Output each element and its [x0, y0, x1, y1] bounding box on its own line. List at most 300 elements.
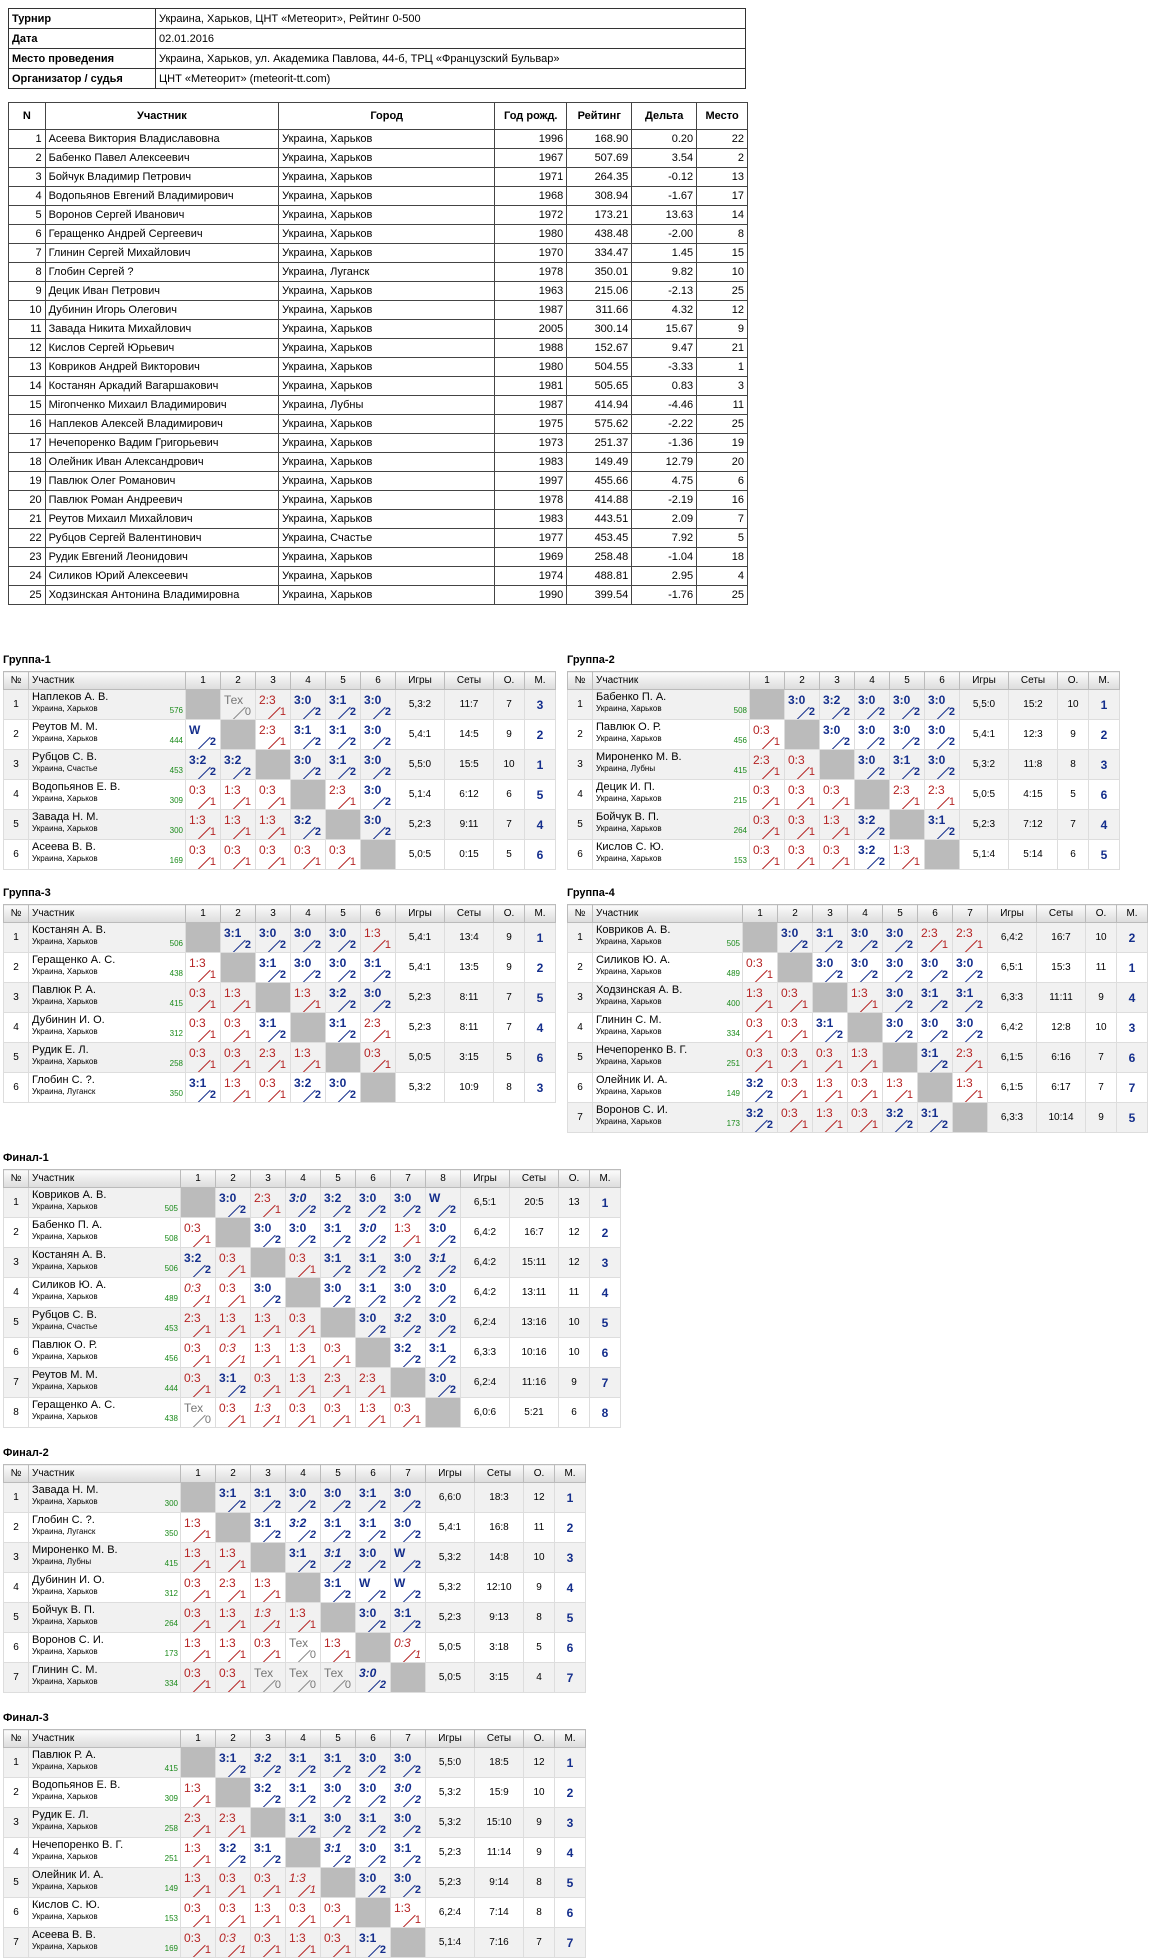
match-points: 2: [379, 1794, 386, 1806]
match-result: [356, 1483, 391, 1513]
match-score: 3:1: [359, 1931, 377, 1945]
sets-cell: 13:11: [510, 1278, 559, 1308]
match-score: 3:2: [394, 1341, 412, 1355]
column-header: 4: [291, 672, 326, 690]
games-cell: 5,4:1: [960, 720, 1009, 750]
column-header: 5: [321, 1730, 356, 1748]
match-result: [391, 1573, 426, 1603]
match-result: [291, 983, 326, 1013]
match-score: 1:3: [189, 956, 206, 970]
score-divider: [197, 1000, 210, 1013]
place-cell: 3: [555, 1543, 586, 1573]
participant-city: Украина, Луганск: [32, 1087, 96, 1096]
participant-cell: 505.65: [567, 377, 632, 396]
round-robin-header: [4, 1170, 621, 1188]
match-score: 2:3: [259, 1046, 276, 1060]
match-points: 1: [274, 1884, 281, 1896]
match-score: 1:3: [224, 1076, 241, 1090]
table-row: [568, 953, 1148, 983]
points-cell: 11: [524, 1513, 555, 1543]
match-points: 1: [239, 1324, 246, 1336]
row-number: 4: [4, 780, 29, 810]
match-score: 3:0: [359, 1546, 377, 1560]
participant-name-cell: [593, 983, 743, 1013]
match-score: 0:3: [329, 843, 346, 857]
match-score: 0:3: [753, 723, 770, 737]
participant-cell: 168.90: [567, 130, 632, 149]
match-result: [256, 1013, 291, 1043]
games-cell: 5,3:2: [426, 1778, 475, 1808]
match-score: 3:2: [224, 753, 242, 767]
column-header: 6: [361, 672, 396, 690]
match-points: 1: [274, 1384, 281, 1396]
match-result: [251, 1308, 286, 1338]
score-divider: [197, 1090, 210, 1103]
points-cell: 10: [524, 1778, 555, 1808]
match-result: [356, 1868, 391, 1898]
self-cell: [848, 1013, 883, 1043]
match-score: 3:1: [324, 1751, 342, 1765]
score-divider: [831, 827, 844, 840]
self-cell: [251, 1808, 286, 1838]
participant-cell: Мironченко Михаил Владимирович: [45, 396, 279, 415]
match-score: 1:3: [823, 813, 840, 827]
column-header: 3: [251, 1170, 286, 1188]
score-divider: [232, 1090, 245, 1103]
row-number: 6: [568, 840, 593, 870]
match-result: [321, 1928, 356, 1958]
score-divider: [372, 827, 385, 840]
match-score: 3:1: [359, 1811, 377, 1825]
round-robin-table: [3, 1464, 586, 1693]
match-result: [813, 1103, 848, 1133]
match-points: 1: [204, 1234, 211, 1246]
match-points: 1: [274, 1589, 281, 1601]
participant-cell: Костанян Аркадий Вагаршакович: [45, 377, 279, 396]
row-number: 4: [568, 780, 593, 810]
participant-cell: 264.35: [567, 168, 632, 187]
info-row: [9, 9, 746, 29]
match-score: 0:3: [289, 1311, 306, 1325]
participant-cell: -2.13: [632, 282, 697, 301]
score-divider: [332, 1795, 345, 1808]
column-header: 5: [321, 1465, 356, 1483]
points-cell: 5: [524, 1633, 555, 1663]
match-points: 1: [906, 1089, 913, 1101]
match-score: 0:3: [324, 1901, 341, 1915]
match-result: [750, 810, 785, 840]
match-points: 2: [344, 1559, 351, 1571]
row-number: 3: [4, 750, 29, 780]
match-score: 2:3: [324, 1371, 341, 1385]
match-score: 3:0: [329, 1076, 347, 1090]
match-result: [361, 1013, 396, 1043]
points-cell: 9: [1058, 720, 1089, 750]
points-cell: 12: [559, 1218, 590, 1248]
match-points: 2: [209, 1089, 216, 1101]
participant-cell: 1.45: [632, 244, 697, 263]
row-number: 2: [568, 720, 593, 750]
match-points: 2: [878, 856, 885, 868]
table-row: [4, 1043, 556, 1073]
score-divider: [197, 857, 210, 870]
participant-cell: Олейник Иван Александрович: [45, 453, 279, 472]
score-divider: [232, 857, 245, 870]
participant-cell: 9.82: [632, 263, 697, 282]
participant-name: Асеева В. В.: [32, 841, 96, 853]
points-cell: 8: [1058, 750, 1089, 780]
match-score: 1:3: [886, 1076, 903, 1090]
score-divider: [197, 797, 210, 810]
points-cell: 7: [494, 690, 525, 720]
participant-rating: 312: [169, 1029, 183, 1038]
table-row: [4, 1898, 586, 1928]
participant-cell: Павлюк Олег Романович: [45, 472, 279, 491]
participant-row: [9, 567, 748, 586]
match-score: 3:0: [956, 956, 974, 970]
sets-cell: 18:5: [475, 1748, 524, 1778]
match-score: 3:1: [324, 1841, 342, 1855]
score-divider: [332, 1415, 345, 1428]
match-result: [890, 780, 925, 810]
participant-cell: Ходзинская Антонина Владимировна: [45, 586, 279, 605]
match-result: [883, 1013, 918, 1043]
match-score: 3:0: [858, 693, 876, 707]
participant-name: Децик И. П.: [596, 781, 655, 793]
round-robin-header: [568, 905, 1148, 923]
participant-name-cell: [29, 1928, 181, 1958]
match-result: [356, 1308, 391, 1338]
group-1-block: [3, 652, 556, 870]
participant-cell: -1.04: [632, 548, 697, 567]
participant-cell: Украина, Счастье: [279, 529, 495, 548]
round-robin-table: [567, 671, 1120, 870]
row-number: 5: [568, 1043, 593, 1073]
match-score: Тех: [289, 1636, 309, 1650]
match-result: [221, 690, 256, 720]
participant-cell: Наплеков Алексей Владимирович: [45, 415, 279, 434]
match-points: 2: [314, 706, 321, 718]
match-score: 0:3: [184, 1576, 201, 1590]
match-points: 2: [239, 1854, 246, 1866]
score-divider: [302, 857, 315, 870]
match-points: 1: [274, 1324, 281, 1336]
match-score: 3:1: [394, 1606, 412, 1620]
row-number: 3: [568, 983, 593, 1013]
participant-rating: 169: [169, 856, 183, 865]
match-points: 1: [239, 1944, 246, 1956]
match-points: 2: [314, 736, 321, 748]
match-points: 2: [274, 1854, 281, 1866]
match-result: [925, 690, 960, 720]
match-score: 0:3: [184, 1221, 201, 1235]
points-cell: 7: [494, 810, 525, 840]
match-points: 1: [279, 856, 286, 868]
match-points: 2: [344, 1294, 351, 1306]
match-score: 3:1: [289, 1811, 307, 1825]
score-divider: [262, 1205, 275, 1218]
score-divider: [332, 1235, 345, 1248]
match-points: 1: [239, 1354, 246, 1366]
participant-name: Геращенко А. С.: [32, 954, 116, 966]
match-result: [181, 1663, 216, 1693]
score-divider: [332, 1355, 345, 1368]
match-points: 2: [976, 1029, 983, 1041]
match-points: 2: [279, 969, 286, 981]
participant-city: Украина, Харьков: [32, 1382, 98, 1391]
score-divider: [367, 1765, 380, 1778]
sets-cell: 11:16: [510, 1368, 559, 1398]
match-result: [321, 1838, 356, 1868]
row-number: 1: [4, 1483, 29, 1513]
match-points: 1: [836, 1119, 843, 1131]
participant-rating: 300: [169, 826, 183, 835]
match-score: 2:3: [329, 783, 346, 797]
match-result: [286, 1633, 321, 1663]
match-points: 2: [384, 736, 391, 748]
place-cell: 6: [590, 1338, 621, 1368]
games-cell: 6,1:5: [988, 1073, 1037, 1103]
column-header: 3: [820, 672, 855, 690]
match-points: 1: [843, 796, 850, 808]
score-divider: [367, 1680, 380, 1693]
participant-name: Нечепоренко В. Г.: [32, 1839, 124, 1851]
participant-city: Украина, Харьков: [596, 1087, 662, 1096]
sets-cell: 3:15: [445, 1043, 494, 1073]
match-result: [391, 1808, 426, 1838]
match-result: [848, 923, 883, 953]
match-points: 2: [843, 706, 850, 718]
place-cell: 5: [1089, 840, 1120, 870]
match-points: 1: [948, 796, 955, 808]
games-cell: 5,4:1: [396, 720, 445, 750]
match-result: [321, 1398, 356, 1428]
group-4-block: [567, 885, 1148, 1133]
participant-name: Мироненко М. В.: [596, 751, 682, 763]
score-divider: [901, 707, 914, 720]
self-cell: [216, 1778, 251, 1808]
place-cell: 7: [555, 1928, 586, 1958]
match-result: [251, 1338, 286, 1368]
place-cell: 6: [1089, 780, 1120, 810]
match-score: 0:3: [254, 1371, 271, 1385]
table-row: [568, 810, 1120, 840]
participant-cell: 1971: [495, 168, 567, 187]
games-cell: 5,0:5: [396, 1043, 445, 1073]
participant-cell: 438.48: [567, 225, 632, 244]
participant-name-cell: [29, 780, 186, 810]
place-cell: 4: [590, 1278, 621, 1308]
match-score: 0:3: [753, 813, 770, 827]
participant-cell: 1983: [495, 453, 567, 472]
points-cell: 10: [494, 750, 525, 780]
match-result: [883, 983, 918, 1013]
column-header: Участник: [29, 1465, 181, 1483]
sets-cell: 12:10: [475, 1573, 524, 1603]
match-result: [356, 1663, 391, 1693]
points-cell: 9: [524, 1573, 555, 1603]
match-score: 1:3: [394, 1221, 411, 1235]
match-score: 1:3: [893, 843, 910, 857]
match-score: 3:0: [289, 1191, 307, 1205]
match-score: 3:1: [289, 1546, 307, 1560]
match-result: [181, 1308, 216, 1338]
match-points: 2: [344, 1589, 351, 1601]
table-row: [4, 1928, 586, 1958]
score-divider: [192, 1945, 205, 1958]
participant-name-cell: [29, 1808, 181, 1838]
participant-row: [9, 586, 748, 605]
match-points: 2: [836, 939, 843, 951]
match-points: 2: [344, 1264, 351, 1276]
participant-name-cell: [29, 1748, 181, 1778]
score-divider: [227, 1650, 240, 1663]
column-header: М.: [1089, 672, 1120, 690]
match-score: 3:0: [788, 693, 806, 707]
score-divider: [262, 1620, 275, 1633]
match-result: [181, 1398, 216, 1428]
sets-cell: 10:16: [510, 1338, 559, 1368]
sets-cell: 0:15: [445, 840, 494, 870]
column-header: 2: [785, 672, 820, 690]
match-result: [186, 1013, 221, 1043]
place-cell: 1: [525, 750, 556, 780]
score-divider: [796, 827, 809, 840]
sets-cell: 15:2: [1009, 690, 1058, 720]
match-result: [750, 780, 785, 810]
match-result: [426, 1278, 461, 1308]
score-divider: [402, 1205, 415, 1218]
match-result: [181, 1218, 216, 1248]
match-score: 1:3: [254, 1576, 271, 1590]
self-cell: [785, 720, 820, 750]
participant-city: Украина, Харьков: [596, 967, 662, 976]
match-result: [251, 1663, 286, 1693]
participant-cell: 6: [9, 225, 46, 244]
match-result: [181, 1603, 216, 1633]
score-divider: [831, 737, 844, 750]
match-score: 0:3: [254, 1636, 271, 1650]
sets-cell: 6:17: [1037, 1073, 1086, 1103]
match-result: [251, 1868, 286, 1898]
match-score: 0:3: [364, 1046, 381, 1060]
match-points: 1: [204, 1529, 211, 1541]
match-score: 3:0: [359, 1191, 377, 1205]
match-score: Тех: [224, 693, 244, 707]
match-result: [743, 953, 778, 983]
match-result: [743, 983, 778, 1013]
match-result: [186, 1043, 221, 1073]
self-cell: [925, 840, 960, 870]
participant-cell: 11: [697, 396, 748, 415]
match-score: 0:3: [788, 783, 805, 797]
match-score: 0:3: [746, 1016, 763, 1030]
match-result: [356, 1248, 391, 1278]
match-points: 1: [773, 766, 780, 778]
participant-row: [9, 415, 748, 434]
match-result: [848, 1103, 883, 1133]
match-points: 2: [414, 1764, 421, 1776]
participant-cell: -3.33: [632, 358, 697, 377]
participant-name: Костанян А. В.: [32, 924, 107, 936]
column-header: М.: [525, 905, 556, 923]
participant-rating: 456: [164, 1354, 178, 1363]
participant-cell: 1967: [495, 149, 567, 168]
participant-rating: 506: [164, 1264, 178, 1273]
match-score: 3:0: [886, 1016, 904, 1030]
match-score: 0:3: [823, 843, 840, 857]
participant-cell: 16: [9, 415, 46, 434]
table-row: [4, 953, 556, 983]
score-divider: [232, 707, 245, 720]
points-cell: 9: [524, 1808, 555, 1838]
match-points: 1: [204, 1619, 211, 1631]
match-result: [186, 983, 221, 1013]
score-divider: [402, 1825, 415, 1838]
participant-city: Украина, Харьков: [32, 1912, 98, 1921]
match-points: 1: [209, 999, 216, 1011]
match-score: 1:3: [851, 1046, 868, 1060]
score-divider: [402, 1355, 415, 1368]
score-divider: [964, 1090, 977, 1103]
score-divider: [192, 1385, 205, 1398]
match-points: 1: [414, 1914, 421, 1926]
match-result: [251, 1573, 286, 1603]
match-points: 2: [309, 1234, 316, 1246]
column-header: Сеты: [475, 1465, 524, 1483]
column-header: 3: [251, 1730, 286, 1748]
match-result: [883, 1103, 918, 1133]
participant-name: Силиков Ю. А.: [32, 1279, 107, 1291]
row-number: 2: [4, 720, 29, 750]
match-points: 1: [344, 1354, 351, 1366]
match-points: 2: [878, 766, 885, 778]
info-key: Организатор / судья: [9, 69, 156, 89]
points-cell: 6: [494, 780, 525, 810]
games-cell: 6,3:3: [461, 1338, 510, 1368]
participant-row: [9, 377, 748, 396]
match-score: 1:3: [254, 1901, 271, 1915]
match-points: 2: [314, 939, 321, 951]
match-points: 2: [384, 999, 391, 1011]
score-divider: [337, 707, 350, 720]
match-score: 3:1: [364, 956, 382, 970]
match-result: [778, 1043, 813, 1073]
games-cell: 5,0:5: [960, 780, 1009, 810]
participant-name: Бойчук В. П.: [596, 811, 659, 823]
match-score: 3:0: [823, 723, 841, 737]
round-robin-header: [4, 1730, 586, 1748]
participant-city: Украина, Харьков: [32, 1942, 98, 1951]
match-score: 3:0: [254, 1221, 272, 1235]
match-points: 2: [384, 796, 391, 808]
points-cell: 10: [1058, 690, 1089, 720]
match-points: 1: [941, 939, 948, 951]
participant-city: Украина, Харьков: [596, 704, 662, 713]
column-header: 3: [256, 905, 291, 923]
match-score: 3:1: [289, 1781, 307, 1795]
score-divider: [227, 1295, 240, 1308]
score-divider: [761, 857, 774, 870]
points-cell: 12: [524, 1483, 555, 1513]
column-header: Сеты: [510, 1170, 559, 1188]
table-row: [4, 1218, 621, 1248]
match-score: 0:3: [788, 813, 805, 827]
match-result: [848, 983, 883, 1013]
match-score: 0:3: [746, 956, 763, 970]
column-header: Участник: [29, 1170, 181, 1188]
match-points: 2: [209, 736, 216, 748]
